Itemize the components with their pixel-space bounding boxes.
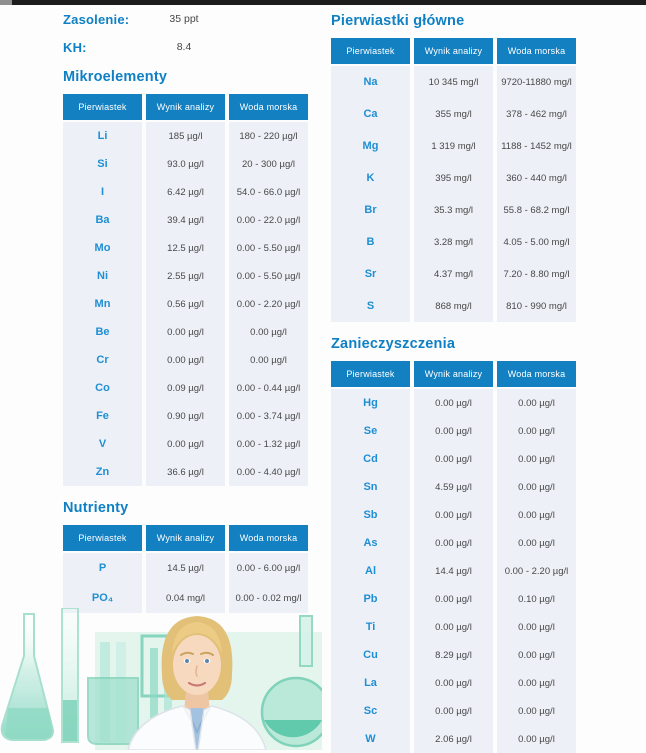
contaminants-table (331, 361, 578, 753)
seawater-range: 4.05 - 5.00 mg/l (497, 226, 576, 258)
result-value: 6.42 µg/l (146, 178, 225, 206)
result-value: 0.00 µg/l (414, 501, 493, 529)
result-value: 0.56 µg/l (146, 290, 225, 318)
column-header-result: Wynik analizy (146, 525, 225, 551)
kh-label: KH: (63, 39, 87, 55)
result-value: 0.00 µg/l (414, 697, 493, 725)
element-symbol: I (63, 178, 142, 206)
column-header-element: Pierwiastek (63, 525, 142, 551)
result-value: 36.6 µg/l (146, 458, 225, 486)
seawater-range: 20 - 300 µg/l (229, 150, 308, 178)
element-symbol: K (331, 162, 410, 194)
result-value: 0.09 µg/l (146, 374, 225, 402)
result-value: 0.00 µg/l (414, 529, 493, 557)
scientist-photo (0, 608, 322, 750)
left-column (63, 5, 308, 613)
seawater-range: 0.00 µg/l (497, 389, 576, 417)
result-value: 355 mg/l (414, 98, 493, 130)
element-symbol: Ba (63, 206, 142, 234)
seawater-range: 0.00 µg/l (497, 473, 576, 501)
column-header-element: Pierwiastek (331, 361, 410, 387)
result-value: 0.00 µg/l (414, 445, 493, 473)
lab-glassware-illustration (0, 608, 322, 750)
result-value: 39.4 µg/l (146, 206, 225, 234)
element-symbol: B (331, 226, 410, 258)
element-symbol: V (63, 430, 142, 458)
result-value: 2.55 µg/l (146, 262, 225, 290)
seawater-range: 180 - 220 µg/l (229, 122, 308, 150)
result-value: 8.29 µg/l (414, 641, 493, 669)
salinity-row (63, 5, 308, 33)
result-value: 0.00 µg/l (414, 417, 493, 445)
seawater-range: 0.00 µg/l (497, 501, 576, 529)
element-symbol: Al (331, 557, 410, 585)
seawater-range: 0.00 µg/l (497, 725, 576, 753)
seawater-range: 55.8 - 68.2 mg/l (497, 194, 576, 226)
column-header-seawater: Woda morska (229, 94, 308, 120)
seawater-range: 0.00 - 2.20 µg/l (497, 557, 576, 585)
element-symbol: Mg (331, 130, 410, 162)
element-symbol: Si (63, 150, 142, 178)
element-symbol: Se (331, 417, 410, 445)
column-header-element: Pierwiastek (63, 94, 142, 120)
section-title-main-elements: Pierwiastki główne (331, 13, 465, 29)
element-symbol: Sn (331, 473, 410, 501)
result-value: 0.00 µg/l (414, 613, 493, 641)
result-value: 4.37 mg/l (414, 258, 493, 290)
element-symbol: S (331, 290, 410, 322)
result-value: 0.90 µg/l (146, 402, 225, 430)
seawater-range: 0.00 - 5.50 µg/l (229, 262, 308, 290)
flask-liquid (6, 708, 53, 739)
result-value: 395 mg/l (414, 162, 493, 194)
column-header-seawater: Woda morska (229, 525, 308, 551)
seawater-range: 9720-11880 mg/l (497, 66, 576, 98)
flask-neck (300, 616, 312, 666)
result-value: 0.00 µg/l (414, 669, 493, 697)
seawater-range: 0.00 - 0.02 mg/l (229, 583, 308, 613)
section-title-microelements: Mikroelementy (63, 69, 168, 85)
seawater-range: 0.00 µg/l (497, 613, 576, 641)
seawater-range: 0.00 - 3.74 µg/l (229, 402, 308, 430)
element-symbol: Ni (63, 262, 142, 290)
salinity-value: 35 ppt (169, 13, 199, 25)
element-symbol: Na (331, 66, 410, 98)
element-symbol: Be (63, 318, 142, 346)
element-symbol: Hg (331, 389, 410, 417)
column-header-result: Wynik analizy (414, 38, 493, 64)
result-value: 12.5 µg/l (146, 234, 225, 262)
microelements-table (63, 94, 308, 486)
result-value: 0.00 µg/l (414, 389, 493, 417)
result-value: 0.00 µg/l (414, 585, 493, 613)
nutrients-table (63, 525, 308, 613)
salinity-label: Zasolenie: (63, 11, 130, 27)
element-symbol: Ca (331, 98, 410, 130)
seawater-range: 0.00 µg/l (497, 669, 576, 697)
kh-row (63, 33, 308, 61)
seawater-range: 0.00 µg/l (229, 318, 308, 346)
element-symbol: Ti (331, 613, 410, 641)
beaker-icon (88, 678, 138, 744)
result-value: 35.3 mg/l (414, 194, 493, 226)
column-header-seawater: Woda morska (497, 38, 576, 64)
seawater-range: 0.00 - 2.20 µg/l (229, 290, 308, 318)
seawater-range: 0.00 - 6.00 µg/l (229, 553, 308, 583)
seawater-range: 0.00 - 5.50 µg/l (229, 234, 308, 262)
seawater-range: 7.20 - 8.80 mg/l (497, 258, 576, 290)
element-symbol: Cr (63, 346, 142, 374)
element-symbol: Mn (63, 290, 142, 318)
seawater-range: 0.00 - 4.40 µg/l (229, 458, 308, 486)
result-value: 10 345 mg/l (414, 66, 493, 98)
element-symbol: Cd (331, 445, 410, 473)
result-value: 0.00 µg/l (146, 318, 225, 346)
element-symbol: Pb (331, 585, 410, 613)
seawater-range: 0.00 µg/l (229, 346, 308, 374)
seawater-range: 0.00 - 1.32 µg/l (229, 430, 308, 458)
column-header-seawater: Woda morska (497, 361, 576, 387)
cylinder-liquid (63, 700, 77, 741)
result-value: 4.59 µg/l (414, 473, 493, 501)
right-column (331, 5, 578, 753)
element-symbol: Co (63, 374, 142, 402)
seawater-range: 0.00 µg/l (497, 529, 576, 557)
seawater-range: 0.00 µg/l (497, 445, 576, 473)
top-border-bar-left (0, 0, 12, 5)
seawater-range: 378 - 462 mg/l (497, 98, 576, 130)
element-symbol: Zn (63, 458, 142, 486)
element-symbol: Li (63, 122, 142, 150)
result-value: 185 µg/l (146, 122, 225, 150)
seawater-range: 0.00 µg/l (497, 697, 576, 725)
result-value: 0.04 mg/l (146, 583, 225, 613)
seawater-range: 810 - 990 mg/l (497, 290, 576, 322)
column-header-result: Wynik analizy (414, 361, 493, 387)
seawater-range: 0.00 - 0.44 µg/l (229, 374, 308, 402)
element-symbol: As (331, 529, 410, 557)
seawater-range: 0.10 µg/l (497, 585, 576, 613)
element-symbol: P (63, 553, 142, 583)
section-title-contaminants: Zanieczyszczenia (331, 336, 456, 352)
result-value: 14.4 µg/l (414, 557, 493, 585)
seawater-range: 0.00 µg/l (497, 417, 576, 445)
seawater-range: 1188 - 1452 mg/l (497, 130, 576, 162)
element-symbol: Sc (331, 697, 410, 725)
element-symbol: PO₄ (63, 583, 142, 613)
result-value: 0.00 µg/l (146, 430, 225, 458)
result-value: 1 319 mg/l (414, 130, 493, 162)
section-title-nutrients: Nutrienty (63, 500, 129, 516)
element-symbol: Sb (331, 501, 410, 529)
result-value: 3.28 mg/l (414, 226, 493, 258)
element-symbol: Br (331, 194, 410, 226)
element-symbol: La (331, 669, 410, 697)
main-elements-table (331, 38, 578, 322)
element-symbol: Cu (331, 641, 410, 669)
result-value: 2.06 µg/l (414, 725, 493, 753)
element-symbol: Mo (63, 234, 142, 262)
result-value: 93.0 µg/l (146, 150, 225, 178)
element-symbol: Fe (63, 402, 142, 430)
result-value: 868 mg/l (414, 290, 493, 322)
seawater-range: 360 - 440 mg/l (497, 162, 576, 194)
seawater-range: 0.00 µg/l (497, 641, 576, 669)
column-header-result: Wynik analizy (146, 94, 225, 120)
seawater-range: 0.00 - 22.0 µg/l (229, 206, 308, 234)
result-value: 14.5 µg/l (146, 553, 225, 583)
column-header-element: Pierwiastek (331, 38, 410, 64)
kh-value: 8.4 (176, 41, 192, 53)
element-symbol: Sr (331, 258, 410, 290)
result-value: 0.00 µg/l (146, 346, 225, 374)
test-tube-icon (150, 648, 158, 718)
element-symbol: W (331, 725, 410, 753)
seawater-range: 54.0 - 66.0 µg/l (229, 178, 308, 206)
